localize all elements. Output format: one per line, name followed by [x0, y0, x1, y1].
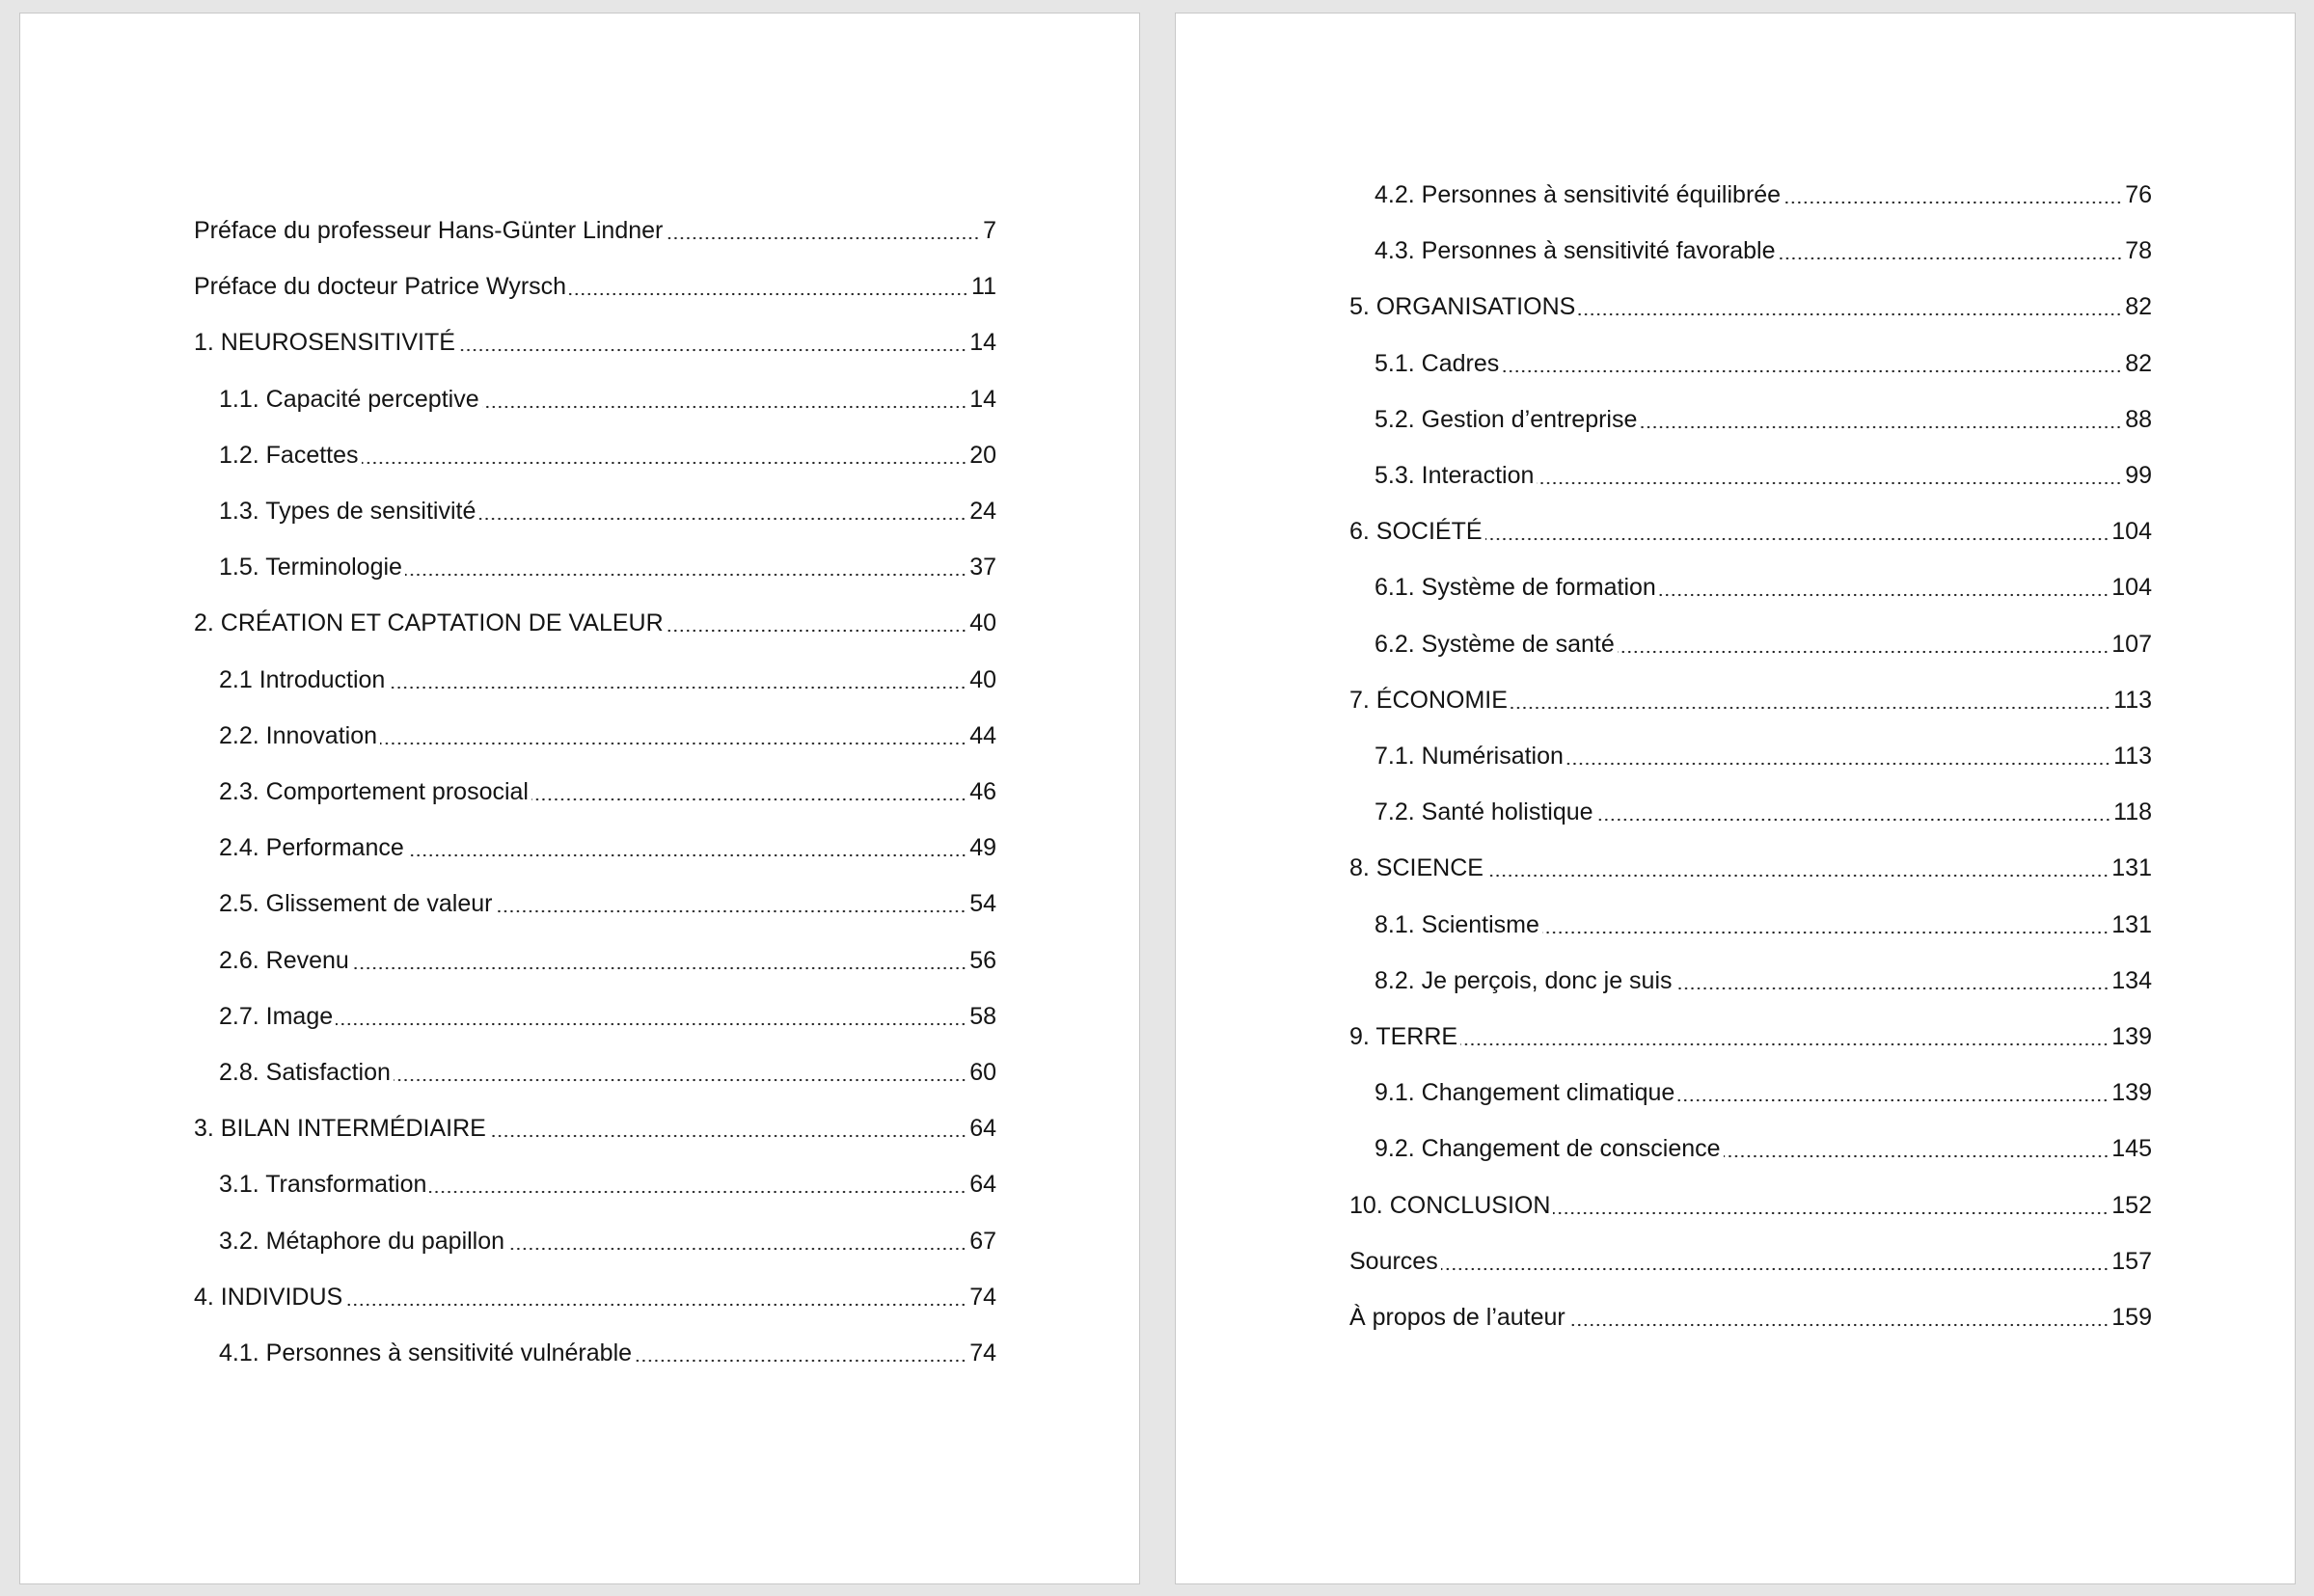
toc-entry[interactable]: [1349, 573, 2152, 602]
toc-entry-page-number: 131: [2111, 854, 2152, 882]
toc-entry[interactable]: [194, 1227, 996, 1256]
dot-leader: [405, 553, 966, 582]
toc-entry[interactable]: [1349, 1078, 2152, 1107]
toc-entry-title: 8.1. Scientisme: [1375, 910, 1539, 938]
toc-entry[interactable]: [194, 833, 996, 862]
dot-leader: [1486, 853, 2109, 882]
toc-entry-page-number: 44: [969, 721, 996, 749]
dot-leader: [1677, 1078, 2109, 1107]
toc-entry-title: À propos de l’auteur: [1349, 1304, 1565, 1331]
dot-leader: [482, 385, 967, 414]
toc-entry[interactable]: [1349, 1303, 2152, 1332]
toc-entry[interactable]: [1349, 853, 2152, 882]
toc-entry-page-number: 58: [969, 1002, 996, 1030]
toc-entry[interactable]: [1349, 1247, 2152, 1276]
toc-entry-page-number: 113: [2113, 686, 2152, 714]
toc-entry-page-number: 159: [2111, 1304, 2152, 1331]
toc-entry-page-number: 54: [969, 890, 996, 918]
toc-entry-page-number: 76: [2125, 181, 2152, 208]
toc-entry[interactable]: [194, 328, 996, 357]
toc-entry-title: 5.2. Gestion d’entreprise: [1375, 405, 1638, 433]
toc-entry-title: 7.2. Santé holistique: [1375, 798, 1593, 826]
dot-leader: [1640, 405, 2122, 434]
toc-entry-title: 1. NEUROSENSITIVITÉ: [194, 329, 455, 357]
toc-entry-title: 5.1. Cadres: [1375, 349, 1500, 377]
toc-entry-title: 3. BILAN INTERMÉDIAIRE: [194, 1115, 486, 1143]
toc-entry[interactable]: [194, 777, 996, 806]
toc-entry-title: Préface du professeur Hans-Günter Lindner: [194, 217, 664, 244]
toc-entry-page-number: 24: [969, 498, 996, 525]
toc-entry-page-number: 157: [2111, 1247, 2152, 1275]
toc-entry-title: 7.1. Numérisation: [1375, 743, 1564, 770]
toc-entry[interactable]: [194, 1002, 996, 1031]
toc-entry[interactable]: [1349, 630, 2152, 659]
toc-entry[interactable]: [1349, 686, 2152, 715]
dot-leader: [666, 216, 980, 245]
dot-leader: [336, 1002, 966, 1031]
toc-entry-page-number: 118: [2113, 798, 2152, 826]
dot-leader: [429, 1170, 966, 1199]
dot-leader: [1485, 517, 2110, 546]
toc-entry-title: 1.5. Terminologie: [219, 554, 402, 582]
toc-entry[interactable]: [1349, 461, 2152, 490]
toc-entry-title: 7. ÉCONOMIE: [1349, 686, 1508, 714]
toc-entry[interactable]: [194, 665, 996, 694]
toc-entry-page-number: 113: [2113, 743, 2152, 770]
dot-leader: [1724, 1134, 2110, 1163]
dot-leader: [1553, 1191, 2109, 1220]
dot-leader: [1578, 292, 2122, 321]
dot-leader: [352, 946, 966, 975]
toc-entry-page-number: 145: [2111, 1135, 2152, 1163]
toc-entry[interactable]: [1349, 349, 2152, 378]
toc-entry-title: 6. SOCIÉTÉ: [1349, 518, 1483, 546]
toc-entry-page-number: 104: [2111, 574, 2152, 602]
toc-entry-title: 2.1 Introduction: [219, 665, 386, 693]
dot-leader: [362, 441, 967, 470]
toc-entry-title: 2.3. Comportement prosocial: [219, 778, 529, 805]
dot-leader: [1779, 236, 2123, 265]
toc-entry-page-number: 139: [2111, 1079, 2152, 1107]
toc-entry[interactable]: [194, 1058, 996, 1087]
toc-entry-title: 6.2. Système de santé: [1375, 630, 1615, 658]
toc-entry-page-number: 131: [2111, 910, 2152, 938]
toc-entry-title: 9.1. Changement climatique: [1375, 1079, 1675, 1107]
dot-leader: [394, 1058, 966, 1087]
document-page-left: [19, 13, 1140, 1584]
toc-entry[interactable]: [194, 216, 996, 245]
toc-entry[interactable]: [194, 1114, 996, 1143]
dot-leader: [569, 272, 968, 301]
toc-entry[interactable]: [1349, 405, 2152, 434]
toc-entry-page-number: 99: [2125, 462, 2152, 489]
toc-entry-title: 2. CRÉATION ET CAPTATION DE VALEUR: [194, 609, 664, 637]
toc-entry[interactable]: [1349, 742, 2152, 771]
toc-entry-title: 4. INDIVIDUS: [194, 1283, 343, 1311]
dot-leader: [1783, 180, 2122, 209]
toc-entry-title: 1.3. Types de sensitivité: [219, 498, 476, 525]
toc-entry-title: 5.3. Interaction: [1375, 462, 1535, 489]
toc-entry-page-number: 134: [2111, 966, 2152, 994]
toc-entry[interactable]: [194, 721, 996, 750]
toc-entry-page-number: 49: [969, 834, 996, 862]
toc-entry-title: 2.5. Glissement de valeur: [219, 890, 493, 918]
toc-entry-page-number: 74: [969, 1339, 996, 1366]
toc-entry[interactable]: [1349, 1191, 2152, 1220]
dot-leader: [489, 1114, 966, 1143]
toc-entry[interactable]: [1349, 517, 2152, 546]
toc-entry[interactable]: [1349, 798, 2152, 826]
toc-entry-title: 2.7. Image: [219, 1002, 334, 1030]
dot-leader: [1618, 630, 2110, 659]
toc-entry-title: 3.2. Métaphore du papillon: [219, 1227, 505, 1255]
toc-entry[interactable]: [194, 385, 996, 414]
dot-leader: [345, 1283, 966, 1312]
dot-leader: [1568, 1303, 2110, 1332]
toc-entry-page-number: 14: [969, 385, 996, 413]
toc-entry[interactable]: [1349, 1022, 2152, 1051]
toc-entry[interactable]: [194, 272, 996, 301]
toc-entry-title: 2.8. Satisfaction: [219, 1059, 391, 1086]
dot-leader: [507, 1227, 966, 1256]
toc-entry-title: 4.1. Personnes à sensitivité vulnérable: [219, 1339, 633, 1366]
dot-leader: [495, 889, 966, 918]
toc-entry[interactable]: [194, 441, 996, 470]
toc-entry[interactable]: [194, 497, 996, 526]
toc-entry-page-number: 14: [969, 329, 996, 357]
toc-entry-page-number: 67: [969, 1227, 996, 1255]
toc-entry[interactable]: [194, 1339, 996, 1367]
dot-leader: [1441, 1247, 2110, 1276]
toc-entry-page-number: 64: [969, 1115, 996, 1143]
toc-entry[interactable]: [194, 946, 996, 975]
dot-leader: [458, 328, 966, 357]
toc-entry-page-number: 64: [969, 1171, 996, 1199]
toc-entry-page-number: 60: [969, 1059, 996, 1086]
toc-entry-page-number: 78: [2125, 237, 2152, 265]
toc-entry-page-number: 40: [969, 665, 996, 693]
dot-leader: [1675, 966, 2110, 995]
toc-entry-title: 5. ORGANISATIONS: [1349, 293, 1576, 321]
dot-leader: [1566, 742, 2110, 771]
dot-leader: [1460, 1022, 2109, 1051]
toc-entry-title: 9. TERRE: [1349, 1023, 1458, 1050]
toc-entry-title: 6.1. Système de formation: [1375, 574, 1656, 602]
toc-entry-page-number: 37: [969, 554, 996, 582]
toc-entry-title: 2.4. Performance: [219, 834, 404, 862]
dot-leader: [1596, 798, 2111, 826]
toc-entry-title: 9.2. Changement de conscience: [1375, 1135, 1721, 1163]
toc-entry[interactable]: [1349, 292, 2152, 321]
toc-entry-title: 1.2. Facettes: [219, 441, 359, 469]
toc-entry-page-number: 104: [2111, 518, 2152, 546]
toc-entry-page-number: 82: [2125, 293, 2152, 321]
document-page-right: [1175, 13, 2296, 1584]
toc-entry-title: Préface du docteur Patrice Wyrsch: [194, 273, 567, 301]
toc-entry[interactable]: [1349, 236, 2152, 265]
toc-entry-title: 3.1. Transformation: [219, 1171, 427, 1199]
dot-leader: [1659, 573, 2109, 602]
dot-leader: [388, 665, 966, 694]
toc-entry[interactable]: [194, 553, 996, 582]
dot-leader: [531, 777, 966, 806]
toc-entry-title: 4.2. Personnes à sensitivité équilibrée: [1375, 181, 1782, 208]
toc-entry-page-number: 74: [969, 1283, 996, 1311]
toc-entry-title: 4.3. Personnes à sensitivité favorable: [1375, 237, 1776, 265]
toc-entry-page-number: 11: [971, 273, 996, 301]
dot-leader: [407, 833, 966, 862]
toc-entry[interactable]: [1349, 966, 2152, 995]
dot-leader: [1537, 461, 2122, 490]
toc-entry-page-number: 46: [969, 778, 996, 805]
dot-leader: [635, 1339, 966, 1367]
toc-entry-page-number: 107: [2111, 630, 2152, 658]
toc-entry-title: 2.2. Innovation: [219, 721, 378, 749]
toc-entry[interactable]: [194, 889, 996, 918]
toc-entry[interactable]: [194, 609, 996, 637]
dot-leader: [667, 609, 967, 637]
toc-entry-page-number: 20: [969, 441, 996, 469]
toc-entry-title: 8.2. Je perçois, donc je suis: [1375, 966, 1673, 994]
toc-entry-page-number: 139: [2111, 1023, 2152, 1050]
toc-entry-title: 8. SCIENCE: [1349, 854, 1484, 882]
toc-entry-page-number: 82: [2125, 349, 2152, 377]
toc-entry-page-number: 88: [2125, 405, 2152, 433]
dot-leader: [1511, 686, 2110, 715]
toc-entry[interactable]: [194, 1283, 996, 1312]
toc-entry-title: 2.6. Revenu: [219, 946, 349, 974]
toc-entry[interactable]: [1349, 910, 2152, 939]
toc-entry-title: 1.1. Capacité perceptive: [219, 385, 479, 413]
dot-leader: [1542, 910, 2109, 939]
toc-entry-title: 10. CONCLUSION: [1349, 1191, 1551, 1219]
toc-entry-title: Sources: [1349, 1247, 1438, 1275]
toc-entry[interactable]: [194, 1170, 996, 1199]
toc-entry-page-number: 7: [983, 217, 996, 244]
toc-entry-page-number: 152: [2111, 1191, 2152, 1219]
toc-entry-page-number: 56: [969, 946, 996, 974]
dot-leader: [478, 497, 966, 526]
toc-entry[interactable]: [1349, 180, 2152, 209]
dot-leader: [1502, 349, 2122, 378]
dot-leader: [380, 721, 966, 750]
toc-entry[interactable]: [1349, 1134, 2152, 1163]
toc-entry-page-number: 40: [969, 609, 996, 637]
